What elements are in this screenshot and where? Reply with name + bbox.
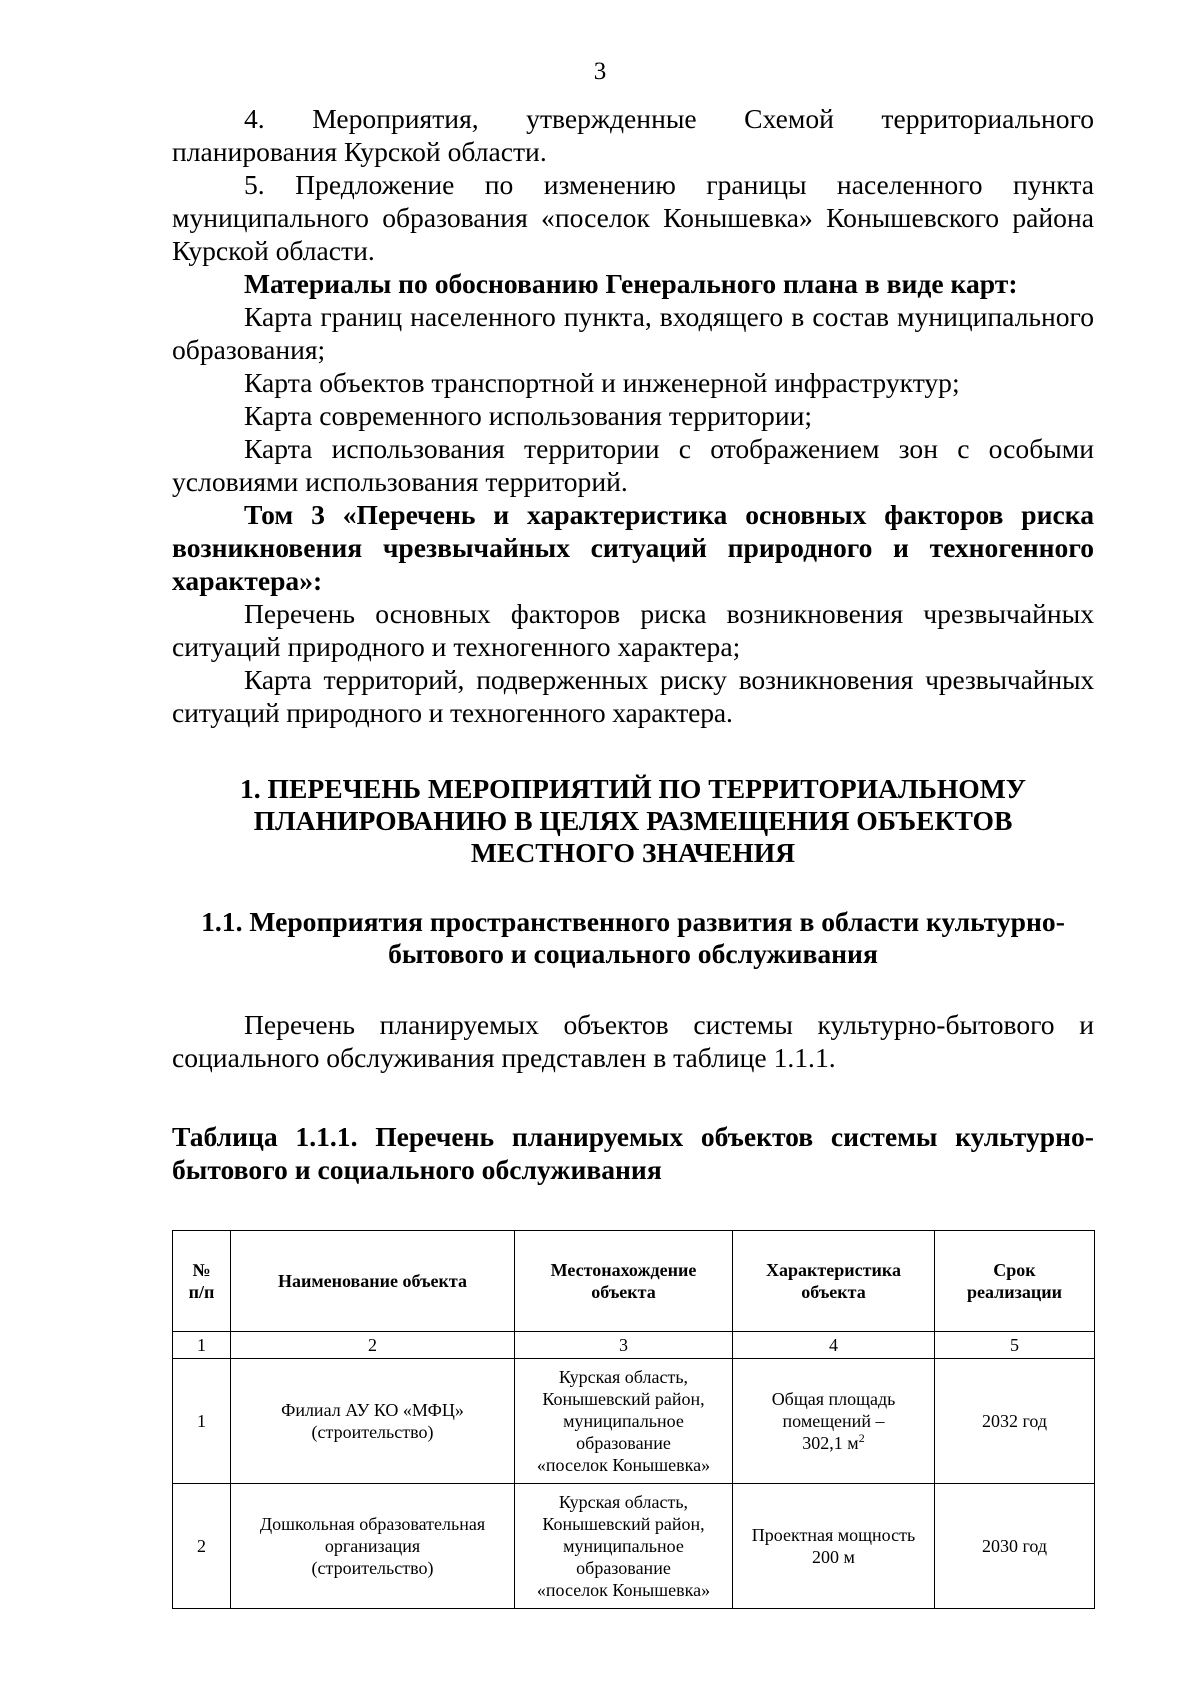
paragraph-map-land-use: Карта современного использования территории;	[244, 400, 813, 431]
subsection-heading	[172, 906, 1094, 970]
paragraph-map-special-zones: Карта использования территории с отображением зон с особыми условиями использования территорий.	[172, 433, 1094, 497]
paragraph-risk-map: Карта территорий, подверженных риску возникновения чрезвычайных ситуаций природного и техногенного характера.	[172, 664, 1094, 728]
objects-table-wrap	[172, 1230, 1094, 1609]
page-number: 3	[593, 58, 607, 85]
paragraph-item-4: 4. Мероприятия, утвержденные Схемой территориального планирования Курской области.	[172, 103, 1094, 167]
cell-object-name: Филиал АУ КО «МФЦ» (строительство)	[231, 1359, 515, 1484]
cell-term: 2032 год	[935, 1359, 1095, 1484]
paragraph-item-5: 5. Предложение по изменению границы населенного пункта муниципального образования «поселок Конышевка» Конышевского района Курской области.	[172, 169, 1094, 266]
column-number: 4	[733, 1332, 935, 1359]
subsection-heading-line: 1.1. Мероприятия пространственного развития в области культурно-	[201, 906, 1065, 937]
cell-number: 1	[173, 1359, 231, 1484]
section-heading-line: МЕСТНОГО ЗНАЧЕНИЯ	[470, 837, 796, 868]
table-caption: Таблица 1.1.1. Перечень планируемых объектов системы культурно-бытового и социального обслуживания	[172, 1121, 1094, 1185]
column-number: 1	[173, 1332, 231, 1359]
cell-location: Курская область, Конышевский район, муниципальное образование «поселок Конышевка»	[515, 1484, 733, 1609]
cell-number: 2	[173, 1484, 231, 1609]
paragraph-risk-factors: Перечень основных факторов риска возникновения чрезвычайных ситуаций природного и техногенного характера;	[172, 598, 1094, 662]
column-number: 2	[231, 1332, 515, 1359]
cell-characteristic: Проектная мощность 200 м	[733, 1484, 935, 1609]
header-location: Местонахождение объекта	[515, 1231, 733, 1332]
table-intro-paragraph: Перечень планируемых объектов системы культурно-бытового и социального обслуживания представлен в таблице 1.1.1.	[172, 1009, 1094, 1073]
maps-materials-heading: Материалы по обоснованию Генерального плана в виде карт:	[244, 268, 1018, 299]
cell-term: 2030 год	[935, 1484, 1095, 1609]
table-row	[173, 1484, 1095, 1609]
planned-objects-table	[172, 1230, 1095, 1609]
section-heading-line: ПЛАНИРОВАНИЮ В ЦЕЛЯХ РАЗМЕЩЕНИЯ ОБЪЕКТОВ	[253, 805, 1013, 836]
header-object-name: Наименование объекта	[231, 1231, 515, 1332]
header-characteristic: Характеристика объекта	[733, 1231, 935, 1332]
header-term: Срок реализации	[935, 1231, 1095, 1332]
cell-characteristic: Общая площадь помещений – 302,1 $м^2$	[733, 1359, 935, 1484]
column-number: 3	[515, 1332, 733, 1359]
table-row	[173, 1359, 1095, 1484]
paragraph-map-infrastructure: Карта объектов транспортной и инженерной инфраструктур;	[244, 367, 960, 398]
superscript-squared: 2	[858, 1431, 865, 1445]
section-heading	[172, 773, 1094, 869]
page-content	[172, 102, 1094, 1609]
table-header-row	[173, 1231, 1095, 1332]
cell-object-name: Дошкольная образовательная организация (строительство)	[231, 1484, 515, 1609]
paragraph-map-boundaries: Карта границ населенного пункта, входящего в состав муниципального образования;	[172, 301, 1094, 365]
volume-3-heading: Том 3 «Перечень и характеристика основных факторов риска возникновения чрезвычайных ситуаций природного и техногенного характера»:	[172, 499, 1094, 596]
cell-location: Курская область, Конышевский район, муниципальное образование «поселок Конышевка»	[515, 1359, 733, 1484]
section-heading-line: 1. ПЕРЕЧЕНЬ МЕРОПРИЯТИЙ ПО ТЕРРИТОРИАЛЬНОМУ	[239, 773, 1027, 804]
header-number: № п/п	[173, 1231, 231, 1332]
column-number: 5	[935, 1332, 1095, 1359]
column-number-row	[173, 1332, 1095, 1359]
subsection-heading-line: бытового и социального обслуживания	[388, 938, 878, 969]
